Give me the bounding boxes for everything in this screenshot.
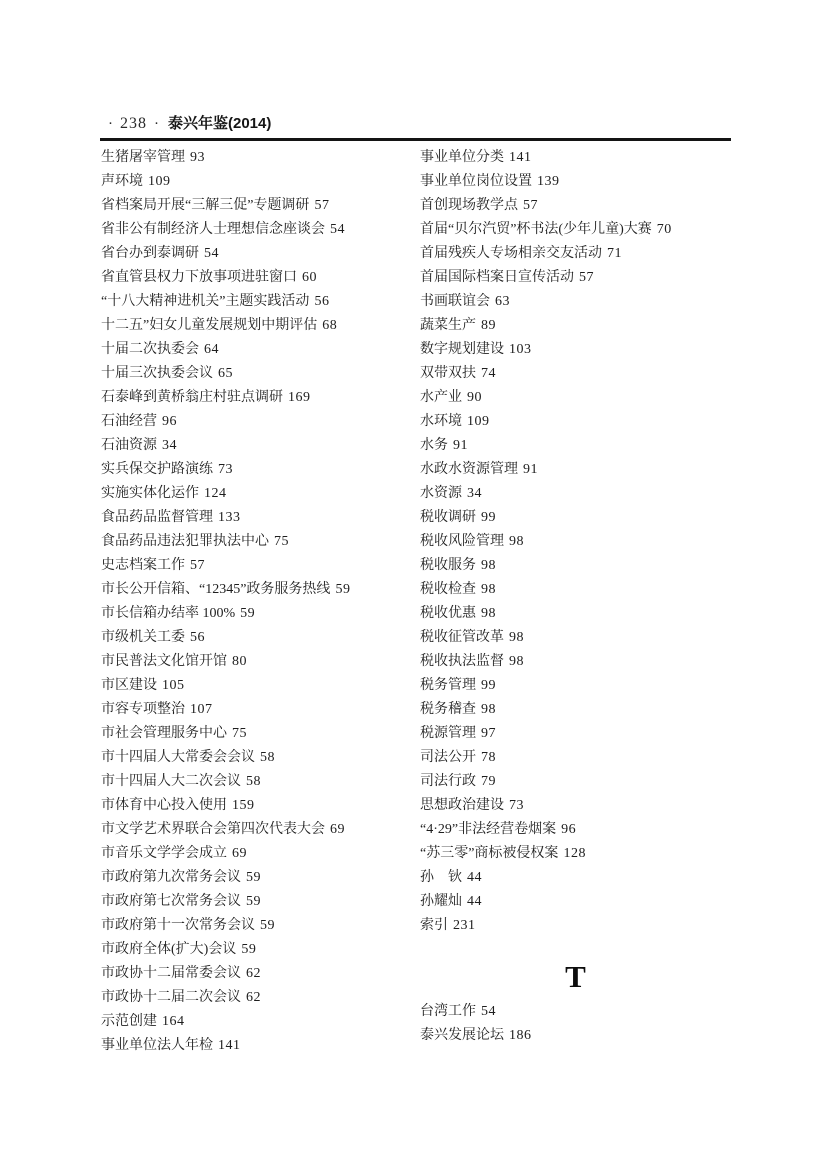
index-entry [420,434,731,458]
entry-page-number: 98 [481,702,496,717]
entry-text: 税收服务 [420,558,476,573]
entry-page-number: 98 [481,558,496,573]
entry-text: 税务稽查 [420,702,476,717]
entry-text: 声环境 [101,174,143,189]
entry-page-number: 57 [190,558,205,573]
entry-text: 税收调研 [420,510,476,525]
entry-page-number: 57 [579,270,594,285]
entry-text: 实施实体化运作 [101,486,199,501]
index-entry [420,482,731,506]
entry-page-number: 141 [509,150,532,165]
entry-page-number: 97 [481,726,496,741]
entry-page-number: 74 [481,366,496,381]
entry-page-number: 44 [467,894,482,909]
entry-text: 市社会管理服务中心 [101,726,227,741]
entry-text: 市长公开信箱、“12345”政务服务热线 [101,582,331,597]
entry-page-number: 231 [453,918,476,933]
entry-page-number: 60 [302,270,317,285]
entry-text: 税收征管改革 [420,630,504,645]
entry-text: 水资源 [420,486,462,501]
entry-text: 市音乐文学学会成立 [101,846,227,861]
entry-text: 蔬菜生产 [420,318,476,333]
index-entry [101,602,417,626]
index-entry [420,602,731,626]
entry-text: 石油资源 [101,438,157,453]
entry-page-number: 62 [246,966,261,981]
entry-page-number: 98 [509,654,524,669]
entry-page-number: 58 [246,774,261,789]
entry-text: 石泰峰到黄桥翁庄村驻点调研 [101,390,283,405]
entry-page-number: 58 [260,750,275,765]
index-entry [420,362,731,386]
index-entry [101,746,417,770]
index-entry [101,818,417,842]
entry-page-number: 186 [509,1028,532,1043]
entry-text: 税务管理 [420,678,476,693]
index-entry [420,770,731,794]
entry-text: 税源管理 [420,726,476,741]
entry-text: 首创现场教学点 [420,198,518,213]
index-entry [420,890,731,914]
index-column-left [101,146,417,1058]
entry-page-number: 98 [509,534,524,549]
entry-text: 市文学艺术界联合会第四次代表大会 [101,822,325,837]
entry-page-number: 73 [509,798,524,813]
index-entry [101,362,417,386]
index-entry [101,410,417,434]
entry-page-number: 139 [537,174,560,189]
index-entry [101,194,417,218]
entry-page-number: 34 [467,486,482,501]
index-entry [420,698,731,722]
entry-text: “4·29”非法经营卷烟案 [420,822,557,837]
entry-page-number: 56 [314,294,330,309]
index-entry [101,986,417,1010]
entry-text: 市政府第七次常务会议 [101,894,241,909]
entry-page-number: 54 [481,1004,496,1019]
entry-page-number: 59 [260,918,275,933]
entry-text: 台湾工作 [420,1004,476,1019]
index-entry [101,890,417,914]
entry-page-number: 44 [467,870,482,885]
entry-page-number: 75 [232,726,247,741]
entry-text: 市政府全体(扩大)会议 [101,942,237,957]
index-entry [420,338,731,362]
index-entry [420,578,731,602]
entry-text: 市十四届人大二次会议 [101,774,241,789]
index-entry [101,146,417,170]
entry-page-number: 109 [148,174,171,189]
entry-text: 首届国际档案日宣传活动 [420,270,574,285]
entry-page-number: 109 [467,414,490,429]
entry-page-number: 105 [162,678,185,693]
entry-text: 十二五”妇女儿童发展规划中期评估 [101,318,318,333]
entry-page-number: 69 [232,846,247,861]
entry-text: 市十四届人大常委会会议 [101,750,255,765]
index-entry [101,626,417,650]
index-entry [101,242,417,266]
entry-text: 事业单位岗位设置 [420,174,532,189]
entry-text: 书画联谊会 [420,294,490,309]
entry-page-number: 54 [330,222,345,237]
entry-text: 市政协十二届二次会议 [101,990,241,1005]
entry-page-number: 103 [509,342,532,357]
index-entry [101,170,417,194]
header-dot-right: · [154,116,159,132]
index-entry [420,410,731,434]
entry-text: 思想政治建设 [420,798,504,813]
entry-text: 市政府第十一次常务会议 [101,918,255,933]
index-entry [420,458,731,482]
entry-page-number: 90 [467,390,482,405]
entry-text: 示范创建 [101,1014,157,1029]
entry-page-number: 64 [204,342,219,357]
entry-text: 市政协十二届常委会议 [101,966,241,981]
entry-text: 史志档案工作 [101,558,185,573]
index-entry [101,578,417,602]
entry-text: 泰兴发展论坛 [420,1028,504,1043]
entry-page-number: 34 [162,438,177,453]
entry-text: “十八大精神进机关”主题实践活动 [101,294,310,309]
entry-text: 税收优惠 [420,606,476,621]
index-entry [420,314,731,338]
entry-page-number: 80 [232,654,247,669]
entry-text: 事业单位分类 [420,150,504,165]
entry-page-number: 164 [162,1014,185,1029]
entry-page-number: 124 [204,486,227,501]
entry-page-number: 65 [218,366,233,381]
index-entry [420,866,731,890]
index-entry [420,386,731,410]
entry-text: 市区建设 [101,678,157,693]
entry-text: 实兵保交护路演练 [101,462,213,477]
entry-page-number: 91 [453,438,468,453]
entry-page-number: 91 [523,462,538,477]
entry-page-number: 59 [246,870,261,885]
index-right-before-section [420,146,731,938]
entry-text: 省档案局开展“三解三促”专题调研 [101,198,310,213]
entry-page-number: 54 [204,246,219,261]
entry-page-number: 98 [481,606,496,621]
entry-text: 石油经营 [101,414,157,429]
index-entry [101,386,417,410]
entry-text: 税收风险管理 [420,534,504,549]
entry-text: 市民普法文化馆开馆 [101,654,227,669]
entry-page-number: 98 [481,582,496,597]
entry-page-number: 107 [190,702,213,717]
entry-text: 税收检查 [420,582,476,597]
index-entry [420,1024,731,1048]
page-number: 238 [120,115,147,132]
entry-page-number: 73 [218,462,233,477]
entry-page-number: 78 [481,750,496,765]
entry-text: 数字规划建设 [420,342,504,357]
index-entry [101,314,417,338]
entry-page-number: 63 [495,294,510,309]
entry-page-number: 169 [288,390,311,405]
index-entry [420,242,731,266]
index-entry [101,530,417,554]
entry-text: 市政府第九次常务会议 [101,870,241,885]
entry-text: 十届二次执委会 [101,342,199,357]
index-entry [420,506,731,530]
section-letter-T: T [565,959,586,994]
index-entry [420,218,731,242]
index-entry [101,650,417,674]
entry-page-number: 79 [481,774,496,789]
entry-page-number: 96 [162,414,177,429]
index-entry [420,818,731,842]
entry-page-number: 59 [240,606,256,621]
entry-page-number: 59 [246,894,261,909]
entry-page-number: 59 [241,942,257,957]
entry-text: 省台办到泰调研 [101,246,199,261]
index-entry [420,194,731,218]
index-entry [101,914,417,938]
index-entry [101,794,417,818]
index-column-right [420,146,731,1048]
index-entry [420,746,731,770]
entry-text: 索引 [420,918,448,933]
index-entry [420,914,731,938]
entry-text: 水政水资源管理 [420,462,518,477]
index-entry [101,434,417,458]
entry-text: 水务 [420,438,448,453]
index-entry [101,674,417,698]
index-entry [101,458,417,482]
entry-page-number: 56 [190,630,205,645]
entry-page-number: 98 [509,630,524,645]
entry-text: 食品药品违法犯罪执法中心 [101,534,269,549]
index-entry [101,722,417,746]
entry-text: 司法行政 [420,774,476,789]
entry-page-number: 57 [314,198,330,213]
index-entry [420,722,731,746]
entry-text: 双带双扶 [420,366,476,381]
index-entry [101,938,417,962]
entry-page-number: 69 [330,822,345,837]
entry-page-number: 75 [274,534,289,549]
index-entry [101,338,417,362]
entry-page-number: 99 [481,678,496,693]
index-entry [420,626,731,650]
entry-text: 司法公开 [420,750,476,765]
index-entry [101,266,417,290]
entry-text: 税收执法监督 [420,654,504,669]
entry-text: 事业单位法人年检 [101,1038,213,1053]
index-entry [420,554,731,578]
index-entry [420,1000,731,1024]
entry-page-number: 141 [218,1038,241,1053]
entry-text: 十届三次执委会议 [101,366,213,381]
index-entry [101,1010,417,1034]
index-entry [101,290,417,314]
index-entry [420,170,731,194]
entry-page-number: 96 [561,822,577,837]
entry-page-number: 59 [335,582,351,597]
index-entry [101,698,417,722]
entry-text: 食品药品监督管理 [101,510,213,525]
entry-page-number: 93 [190,150,205,165]
index-entry [101,1034,417,1058]
entry-text: 孙 钬 [420,870,462,885]
index-entry [420,794,731,818]
entry-page-number: 57 [523,198,538,213]
header-rule [100,138,731,141]
index-entry [101,554,417,578]
entry-text: 市容专项整治 [101,702,185,717]
running-head [101,112,271,133]
entry-page-number: 62 [246,990,261,1005]
index-entry [420,530,731,554]
index-entry [101,842,417,866]
header-dot-left: · [108,116,113,132]
entry-page-number: 128 [563,846,586,861]
entry-text: 孙耀灿 [420,894,462,909]
index-entry [420,674,731,698]
entry-text: 首届残疾人专场相亲交友活动 [420,246,602,261]
index-entry [101,962,417,986]
entry-text: 首届“贝尔汽贸”杯书法(少年儿童)大赛 [420,222,652,237]
book-title: 泰兴年鉴(2014) [168,115,272,132]
index-entry [420,842,731,866]
index-entry [420,650,731,674]
index-entry [101,770,417,794]
index-entry [420,290,731,314]
entry-page-number: 133 [218,510,241,525]
entry-page-number: 71 [607,246,622,261]
entry-text: 市级机关工委 [101,630,185,645]
entry-page-number: 68 [322,318,338,333]
entry-text: “苏三零”商标被侵权案 [420,846,559,861]
index-entry [420,146,731,170]
entry-page-number: 159 [232,798,255,813]
index-right-after-section [420,1000,731,1048]
entry-page-number: 70 [656,222,672,237]
entry-text: 省非公有制经济人士理想信念座谈会 [101,222,325,237]
entry-page-number: 89 [481,318,496,333]
entry-text: 水环境 [420,414,462,429]
index-entry [101,482,417,506]
index-entry [101,506,417,530]
index-entry [101,218,417,242]
entry-text: 水产业 [420,390,462,405]
entry-text: 省直管县权力下放事项进驻窗口 [101,270,297,285]
index-entry [420,266,731,290]
entry-page-number: 99 [481,510,496,525]
index-entry [101,866,417,890]
entry-text: 市体育中心投入使用 [101,798,227,813]
entry-text: 市长信箱办结率 100% [101,606,236,621]
entry-text: 生猪屠宰管理 [101,150,185,165]
